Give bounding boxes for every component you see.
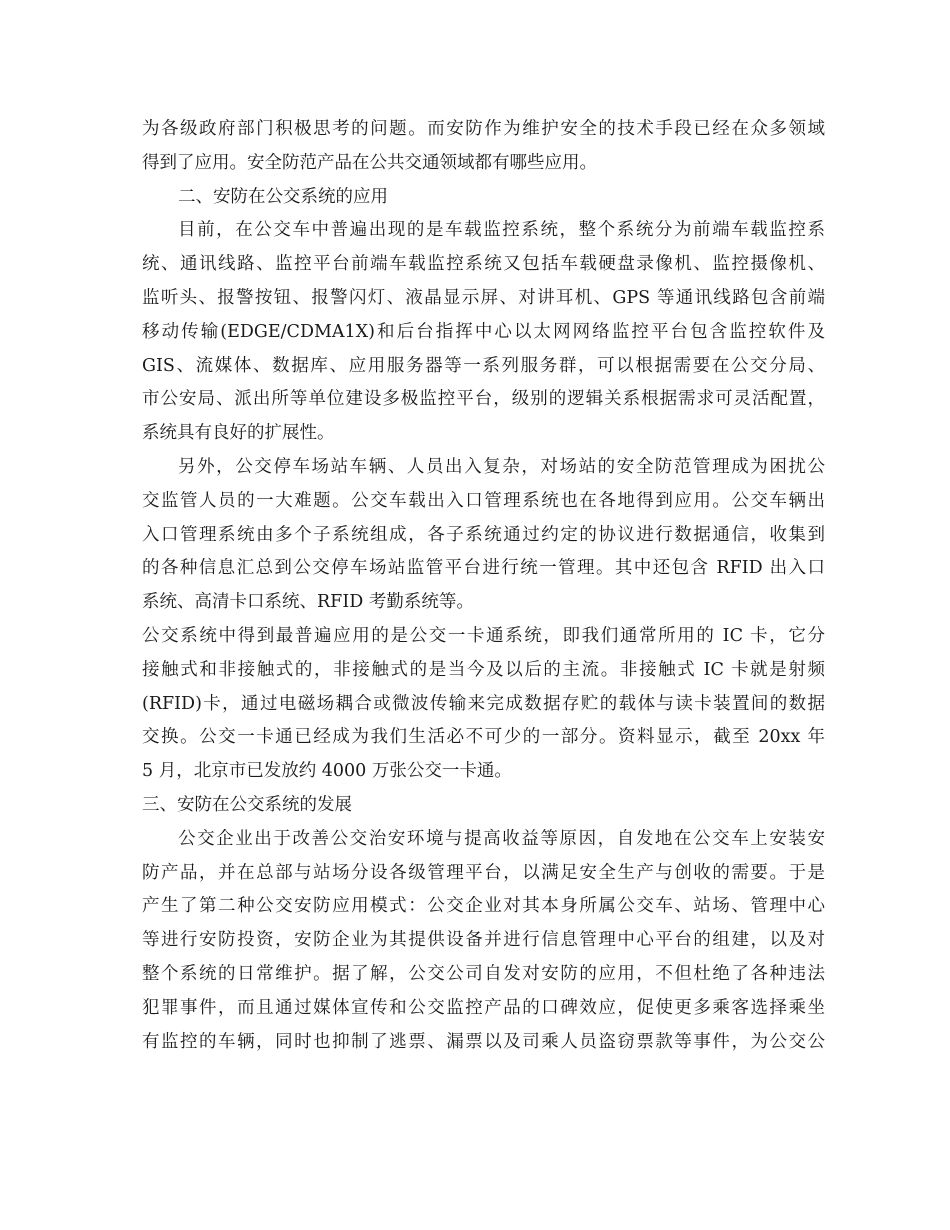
text-line: 产生了第二种公交安防应用模式：公交企业对其本身所属公交车、站场、管理中心 — [142, 896, 825, 917]
text-line: GIS、流媒体、数据库、应用服务器等一系列服务群，可以根据需要在公交分局、 — [142, 355, 825, 376]
text-line: 有监控的车辆，同时也抑制了逃票、漏票以及司乘人员盗窃票款等事件，为公交公 — [142, 1031, 825, 1052]
text-line: 统、通讯线路、监控平台前端车载监控系统又包括车载硬盘录像机、监控摄像机、 — [142, 254, 825, 275]
text-line: 接触式和非接触式的，非接触式的是当今及以后的主流。非接触式 IC 卡就是射频 — [142, 659, 825, 680]
text-line: 为各级政府部门积极思考的问题。而安防作为维护安全的技术手段已经在众多领域 — [142, 119, 825, 139]
text-line: 入口管理系统由多个子系统组成，各子系统通过约定的协议进行数据通信，收集到 — [142, 524, 825, 545]
text-line: 公交企业出于改善公交治安环境与提高收益等原因，自发地在公交车上安装安 — [178, 828, 825, 849]
document-body — [142, 113, 825, 1059]
text-line: 5 月，北京市已发放约 4000 万张公交一卡通。 — [142, 761, 512, 782]
text-line: 二、安防在公交系统的应用 — [178, 186, 388, 207]
text-line: 目前，在公交车中普遍出现的是车载监控系统，整个系统分为前端车载监控系 — [178, 220, 825, 241]
text-line: 防产品，并在总部与站场分设各级管理平台，以满足安全生产与创收的需要。于是 — [142, 862, 825, 883]
text-line: 监听头、报警按钮、报警闪灯、液晶显示屏、对讲耳机、GPS 等通讯线路包含前端 — [142, 287, 825, 308]
text-line: 交监管人员的一大难题。公交车载出入口管理系统也在各地得到应用。公交车辆出 — [142, 490, 825, 511]
text-line: 整个系统的日常维护。据了解，公交公司自发对安防的应用，不但杜绝了各种违法 — [142, 963, 825, 984]
text-line: 犯罪事件，而且通过媒体宣传和公交监控产品的口碑效应，促使更多乘客选择乘坐 — [142, 997, 825, 1018]
text-line: 系统、高清卡口系统、RFID 考勤系统等。 — [142, 592, 474, 613]
text-line: 等进行安防投资，安防企业为其提供设备并进行信息管理中心平台的组建，以及对 — [142, 930, 825, 951]
text-line: 另外，公交停车场站车辆、人员出入复杂，对场站的安全防范管理成为困扰公 — [178, 456, 825, 477]
text-line: 三、安防在公交系统的发展 — [142, 794, 352, 815]
text-line: 的各种信息汇总到公交停车场站监管平台进行统一管理。其中还包含 RFID 出入口 — [142, 558, 825, 579]
text-line: 系统具有良好的扩展性。 — [142, 423, 335, 444]
text-line: 市公安局、派出所等单位建设多极监控平台，级别的逻辑关系根据需求可灵活配置， — [142, 389, 825, 410]
text-line: 交换。公交一卡通已经成为我们生活必不可少的一部分。资料显示，截至 20xx 年 — [142, 727, 825, 748]
text-line: (RFID)卡，通过电磁场耦合或微波传输来完成数据存贮的载体与读卡装置间的数据 — [142, 693, 825, 714]
text-line: 得到了应用。安全防范产品在公共交通领域都有哪些应用。 — [142, 152, 597, 173]
text-line: 公交系统中得到最普遍应用的是公交一卡通系统，即我们通常所用的 IC 卡，它分 — [142, 625, 825, 646]
text-line: 移动传输(EDGE/CDMA1X)和后台指挥中心以太网网络监控平台包含监控软件及 — [142, 321, 825, 342]
